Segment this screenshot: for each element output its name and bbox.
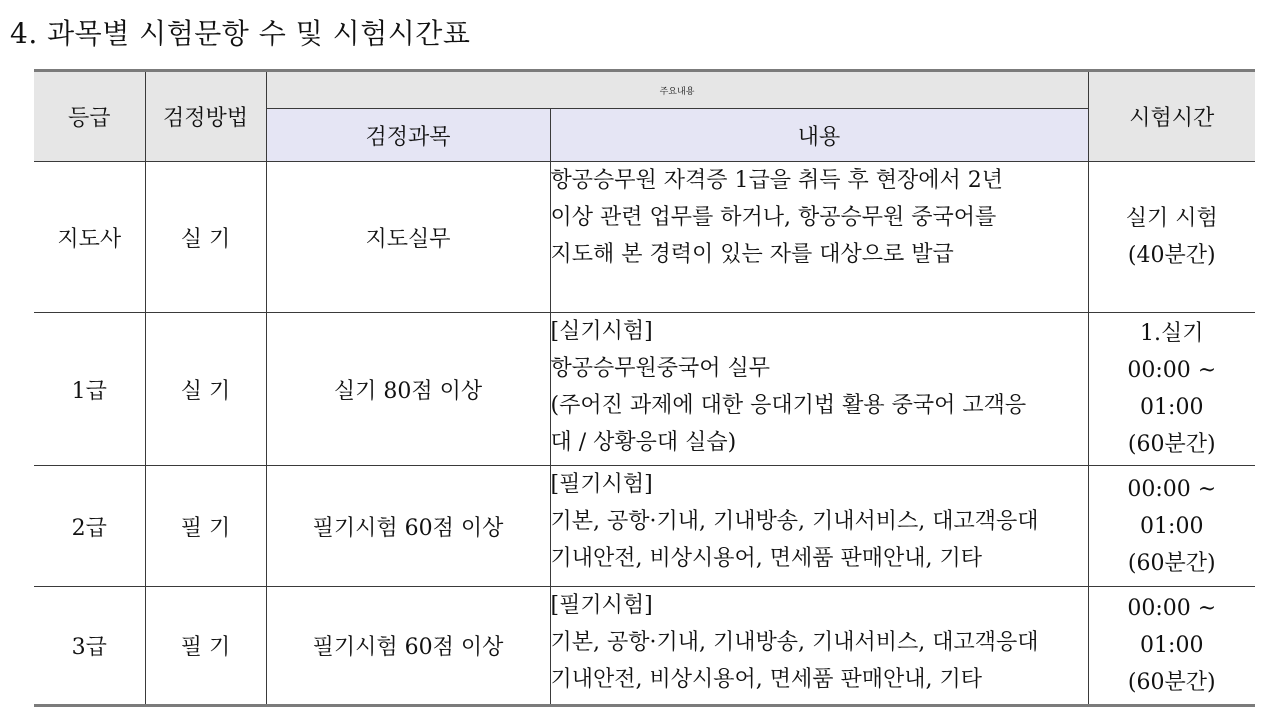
table-row: [34, 466, 1255, 587]
time-line: 실기 시험: [1125, 206, 1218, 231]
content-line: 대 / 상황응대 실습): [550, 430, 737, 455]
subject-cell: 지도실무: [266, 162, 550, 313]
time-line: 01:00: [1140, 395, 1204, 420]
content-line: [필기시험]: [550, 593, 653, 618]
grade-cell: 지도사: [34, 162, 145, 313]
time-line: 1.실기: [1140, 321, 1204, 346]
time-line: 00:00 ~: [1127, 596, 1217, 621]
time-cell: [1088, 313, 1255, 466]
time-line: (40분간): [1127, 243, 1216, 268]
table-row: [34, 587, 1255, 706]
header-time: 시험시간: [1088, 71, 1255, 162]
method-cell: 실 기: [145, 162, 266, 313]
time-cell: [1088, 466, 1255, 587]
exam-schedule-table: [34, 69, 1255, 707]
subject-cell: 필기시험 60점 이상: [266, 466, 550, 587]
time-line: (60분간): [1127, 670, 1216, 695]
header-subject: 검정과목: [266, 109, 550, 162]
header-grade: 등급: [34, 71, 145, 162]
time-line: 01:00: [1140, 513, 1204, 539]
content-line: 항공승무원 자격증 1급을 취득 후 현장에서 2년: [550, 168, 1003, 193]
grade-cell: 1급: [34, 313, 145, 466]
header-content: 내용: [550, 109, 1088, 162]
header-method: 검정방법: [145, 71, 266, 162]
method-cell: 필 기: [145, 466, 266, 587]
content-line: 이상 관련 업무를 하거나, 항공승무원 중국어를: [550, 205, 997, 230]
content-line: [실기시험]: [550, 319, 653, 344]
content-line: 항공승무원중국어 실무: [550, 356, 771, 381]
time-line: (60분간): [1127, 550, 1216, 576]
content-line: [필기시험]: [550, 472, 653, 497]
content-line: 기본, 공항·기내, 기내방송, 기내서비스, 대고객응대: [550, 509, 1039, 534]
method-cell: 실 기: [145, 313, 266, 466]
time-cell: [1088, 162, 1255, 313]
time-line: (60분간): [1127, 432, 1216, 457]
content-cell: [550, 587, 1088, 706]
time-line: 01:00: [1140, 633, 1204, 658]
method-cell: 필 기: [145, 587, 266, 706]
content-cell: [550, 162, 1088, 313]
content-line: 기내안전, 비상시용어, 면세품 판매안내, 기타: [550, 546, 982, 571]
time-cell: [1088, 587, 1255, 706]
content-cell: [550, 313, 1088, 466]
subject-cell: 실기 80점 이상: [266, 313, 550, 466]
page-title: 4. 과목별 시험문항 수 및 시험시간표: [10, 17, 471, 50]
grade-cell: 2급: [34, 466, 145, 587]
content-line: 기내안전, 비상시용어, 면세품 판매안내, 기타: [550, 667, 982, 692]
content-line: 지도해 본 경력이 있는 자를 대상으로 발급: [550, 242, 954, 267]
grade-cell: 3급: [34, 587, 145, 706]
content-line: (주어진 과제에 대한 응대기법 활용 중국어 고객응: [550, 393, 1027, 418]
content-cell: [550, 466, 1088, 587]
subject-cell: 필기시험 60점 이상: [266, 587, 550, 706]
time-line: 00:00 ~: [1127, 358, 1217, 383]
table-row: [34, 313, 1255, 466]
header-main-content: 주요내용: [266, 71, 1088, 109]
table-row: [34, 162, 1255, 313]
time-line: 00:00 ~: [1127, 476, 1217, 502]
content-line: 기본, 공항·기내, 기내방송, 기내서비스, 대고객응대: [550, 630, 1039, 655]
